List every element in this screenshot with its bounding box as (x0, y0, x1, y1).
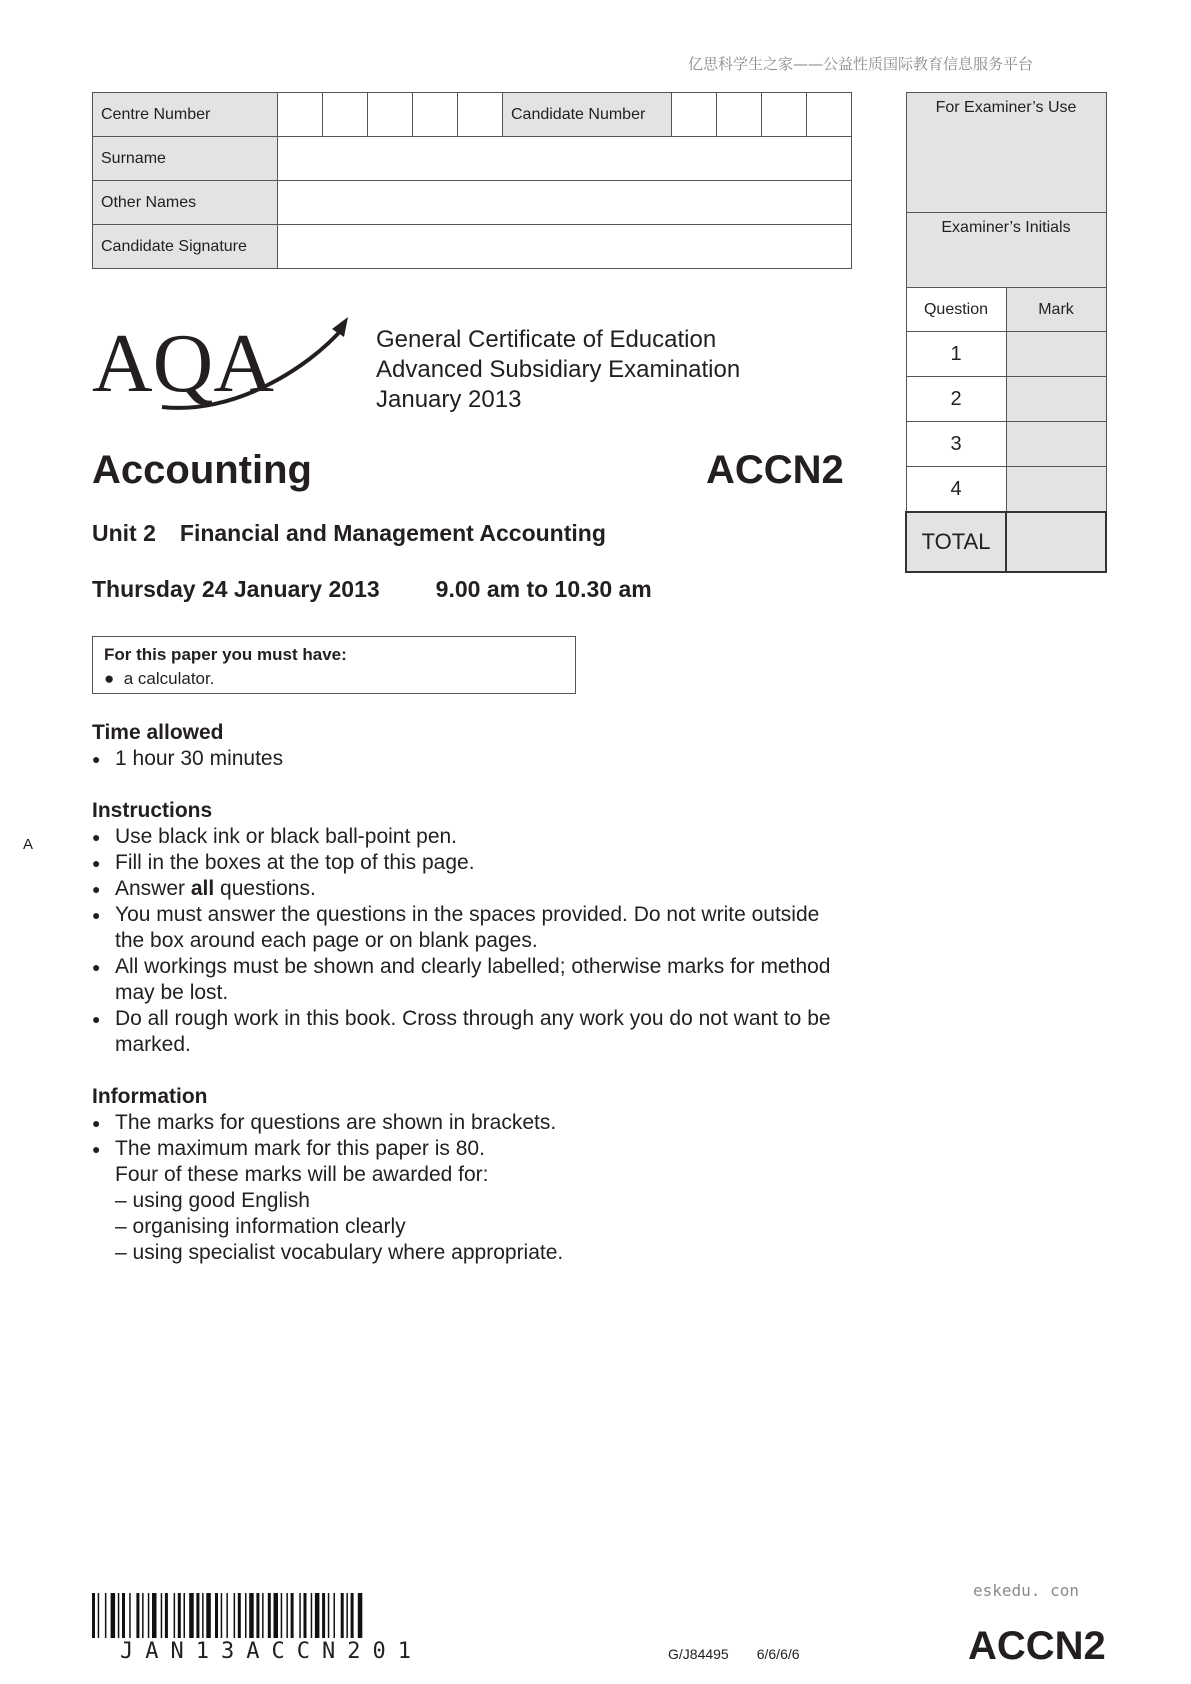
list-item: ● All workings must be shown and clearly labelled; otherwise marks for method may be lost. (92, 955, 831, 1004)
candidate-number-label: Candidate Number (503, 93, 672, 137)
aqa-logo (92, 315, 352, 415)
instructions-section (92, 798, 852, 1058)
must-have-item: ● a calculator. (104, 669, 215, 688)
question-number: 1 (906, 332, 1006, 377)
list-item: ● Fill in the boxes at the top of this page. (92, 851, 475, 874)
other-names-label: Other Names (93, 181, 278, 225)
aqa-logo-text: AQA (92, 317, 274, 410)
list-item: ● You must answer the questions in the spaces provided. Do not write outside the box around each page or on blank pages. (92, 903, 820, 952)
question-number: 2 (906, 377, 1006, 422)
paper-code: ACCN2 (706, 448, 844, 492)
information-line: – using specialist vocabulary where appropriate. (115, 1241, 564, 1264)
instructions-heading: Instructions (92, 799, 213, 822)
must-have-heading: For this paper you must have: (104, 645, 347, 664)
examiner-use-header: For Examiner’s Use (906, 93, 1106, 213)
question-column-header: Question (906, 288, 1006, 332)
exam-time: 9.00 am to 10.30 am (435, 576, 652, 602)
margin-letter: A (23, 836, 34, 853)
mark-cell[interactable] (1006, 377, 1106, 422)
candidate-number-box[interactable] (717, 93, 762, 137)
time-allowed-section (92, 720, 852, 772)
must-have-box (92, 636, 576, 694)
exam-date: Thursday 24 January 2013 (92, 576, 380, 602)
examiner-initials: Examiner’s Initials (906, 213, 1106, 288)
exam-session: January 2013 (376, 386, 522, 413)
candidate-number-box[interactable] (807, 93, 852, 137)
ref-version: 6/6/6/6 (756, 1646, 800, 1662)
reference-code (668, 1646, 800, 1662)
question-number: 4 (906, 467, 1006, 513)
total-mark-cell[interactable] (1006, 512, 1106, 572)
information-line: – using good English (115, 1189, 310, 1212)
list-item: ● 1 hour 30 minutes (92, 747, 284, 770)
candidate-details-table (92, 92, 852, 269)
signature-field[interactable] (278, 225, 852, 269)
paper-code-bottom: ACCN2 (968, 1624, 1106, 1668)
ref-code: G/J84495 (668, 1646, 729, 1662)
list-item: ● The maximum mark for this paper is 80. (92, 1137, 485, 1160)
barcode-text: JAN13ACCN201 (120, 1639, 423, 1664)
candidate-number-box[interactable] (672, 93, 717, 137)
information-section (92, 1084, 852, 1266)
watermark-bottom: eskedu. con (973, 1581, 1079, 1600)
unit-heading (92, 520, 606, 547)
mark-cell[interactable] (1006, 332, 1106, 377)
surname-label: Surname (93, 137, 278, 181)
time-allowed-heading: Time allowed (92, 721, 224, 744)
mark-column-header: Mark (1006, 288, 1106, 332)
surname-field[interactable] (278, 137, 852, 181)
list-item: ● Do all rough work in this book. Cross through any work you do not want to be marked. (92, 1007, 831, 1056)
unit-title: Financial and Management Accounting (179, 520, 606, 546)
centre-number-box[interactable] (323, 93, 368, 137)
centre-number-box[interactable] (413, 93, 458, 137)
watermark-top: 亿思科学生之家——公益性质国际教育信息服务平台 (688, 55, 1034, 73)
list-item: ● Answer all questions. (92, 877, 316, 900)
list-item: ● Use black ink or black ball-point pen. (92, 825, 458, 848)
centre-number-label: Centre Number (93, 93, 278, 137)
information-line: – organising information clearly (115, 1215, 406, 1238)
information-heading: Information (92, 1085, 208, 1108)
qualification-line: General Certificate of Education (376, 326, 717, 353)
centre-number-box[interactable] (458, 93, 503, 137)
mark-cell[interactable] (1006, 467, 1106, 513)
mark-cell[interactable] (1006, 422, 1106, 467)
qualification-block (376, 325, 740, 415)
candidate-number-box[interactable] (762, 93, 807, 137)
examiner-table (905, 92, 1107, 573)
barcode (92, 1593, 472, 1638)
other-names-field[interactable] (278, 181, 852, 225)
exam-datetime (92, 576, 652, 603)
qualification-line: Advanced Subsidiary Examination (376, 356, 741, 383)
total-label: TOTAL (906, 512, 1006, 572)
information-line: Four of these marks will be awarded for: (115, 1163, 489, 1186)
unit-label: Unit 2 (92, 520, 156, 546)
centre-number-box[interactable] (278, 93, 323, 137)
signature-label: Candidate Signature (93, 225, 278, 269)
list-item: ● The marks for questions are shown in brackets. (92, 1111, 557, 1134)
subject-title: Accounting (92, 448, 312, 492)
question-number: 3 (906, 422, 1006, 467)
centre-number-box[interactable] (368, 93, 413, 137)
